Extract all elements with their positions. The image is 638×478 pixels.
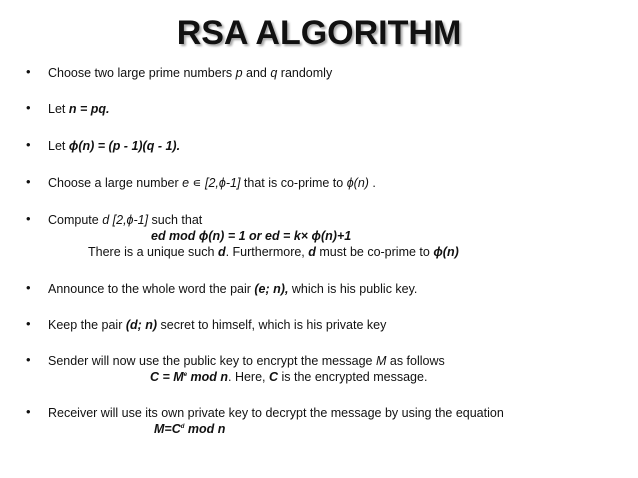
bullet-marker: •	[26, 174, 31, 189]
bullet-marker: •	[26, 137, 31, 152]
bullet-marker: •	[26, 404, 31, 419]
bullet-marker: •	[26, 64, 31, 79]
bullet-7-text: Keep the pair (d; n) secret to himself, which is his private key	[48, 318, 387, 332]
slide-title: RSA ALGORITHM	[176, 14, 462, 52]
bullet-8-text: Sender will now use the public key to encrypt the message M as follows	[48, 354, 445, 368]
bullet-5-text: Compute d [2,ϕ-1] such that	[48, 213, 203, 227]
bullet-marker: •	[26, 211, 31, 226]
bullet-marker: •	[26, 100, 31, 115]
bullet-3-text: Let ϕ(n) = (p - 1)(q - 1).	[48, 139, 181, 153]
bullet-5-equation: ed mod ϕ(n) = 1 or ed = k× ϕ(n)+1	[151, 229, 352, 243]
bullet-9-text: Receiver will use its own private key to decrypt the message by using the equation	[48, 406, 504, 420]
bullet-marker: •	[26, 280, 31, 295]
bullet-4-text: Choose a large number e ∊ [2,ϕ-1] that is co-prime to ϕ(n) .	[48, 176, 376, 190]
bullet-marker: •	[26, 316, 31, 331]
bullet-2-text: Let n = pq.	[48, 102, 110, 116]
bullet-5-note: There is a unique such d. Furthermore, d must be co-prime to ϕ(n)	[88, 245, 459, 259]
bullet-9-equation: $M=C^d$ mod n	[154, 422, 226, 436]
bullet-8-equation: $C = M^e$ mod n. Here, C is the encrypted message.	[150, 370, 428, 384]
bullet-6-text: Announce to the whole word the pair (e; n), which is his public key.	[48, 282, 418, 296]
bullet-1-text: Choose two large prime numbers p and q randomly	[48, 66, 333, 80]
bullet-marker: •	[26, 352, 31, 367]
